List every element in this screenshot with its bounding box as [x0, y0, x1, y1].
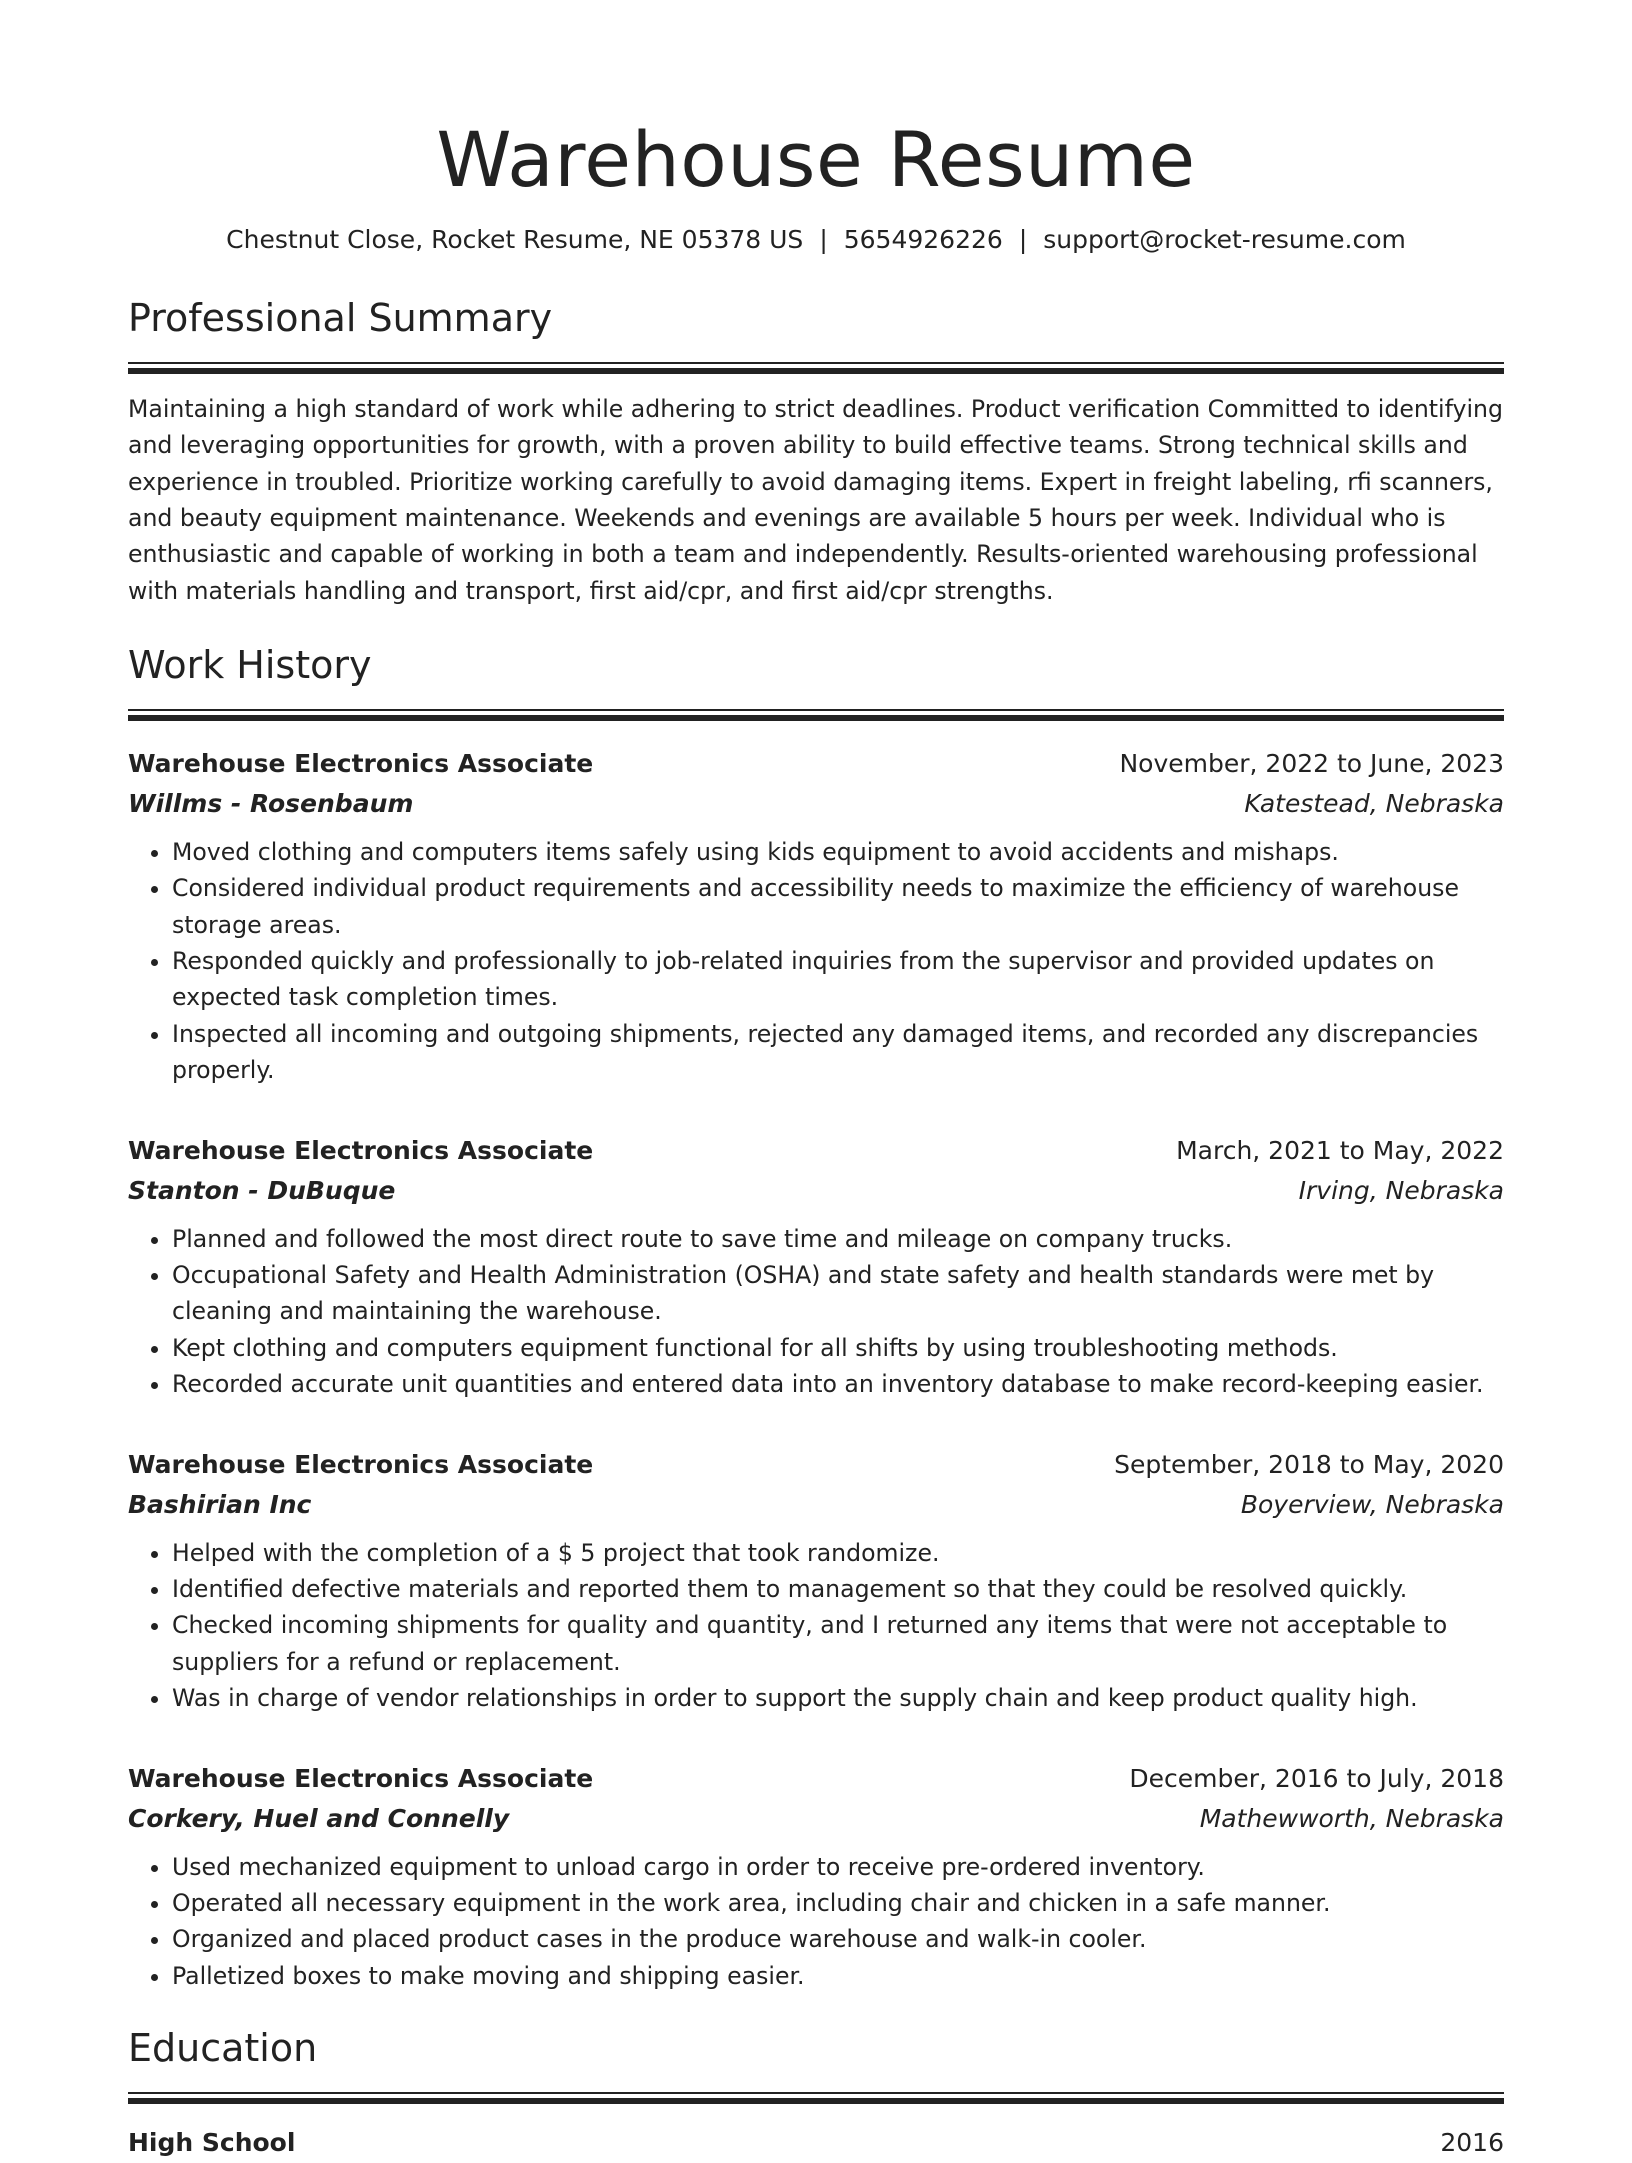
resume-page	[128, 0, 1504, 2163]
job-header-row	[128, 744, 1504, 784]
job-bullet-list	[128, 834, 1504, 1089]
job-title: Warehouse Electronics Associate	[128, 748, 594, 778]
job-company-row	[128, 1485, 1504, 1525]
section-heading-work-history: Work History	[128, 643, 372, 688]
job-bullet: • Used mechanized equipment to unload cargo in order to receive pre-ordered inventory.	[172, 1849, 1504, 1885]
job-bullet: • Organized and placed product cases in the produce warehouse and walk-in cooler.	[172, 1921, 1504, 1957]
job-bullet: • Kept clothing and computers equipment functional for all shifts by using troubleshooting methods.	[172, 1330, 1504, 1366]
job-bullet: • Recorded accurate unit quantities and entered data into an inventory database to make record-keeping easier.	[172, 1366, 1504, 1402]
job-bullet: • Moved clothing and computers items safely using kids equipment to avoid accidents and mishaps.	[172, 834, 1504, 870]
job-header-row	[128, 1131, 1504, 1171]
job-title: Warehouse Electronics Associate	[128, 1449, 594, 1479]
job-bullet: • Responded quickly and professionally to job-related inquiries from the supervisor and provided updates on expected task completion times.	[172, 943, 1504, 1016]
section-divider	[128, 709, 1504, 720]
job-bullet: • Palletized boxes to make moving and shipping easier.	[172, 1958, 1504, 1994]
job-company: Willms - Rosenbaum	[128, 788, 414, 818]
job-bullet: • Identified defective materials and reported them to management so that they could be resolved quickly.	[172, 1571, 1504, 1607]
job-entry	[128, 1445, 1504, 1717]
education-school: High School	[128, 2127, 296, 2157]
job-dates: September, 2018 to May, 2020	[1114, 1449, 1504, 1479]
job-bullet-list	[128, 1849, 1504, 1995]
job-bullet: • Occupational Safety and Health Administration (OSHA) and state safety and health standards were met by cleaning and maintaining the warehouse.	[172, 1257, 1504, 1330]
job-bullet: • Inspected all incoming and outgoing shipments, rejected any damaged items, and recorded any discrepancies properly.	[172, 1016, 1504, 1089]
job-company-row	[128, 1799, 1504, 1839]
job-bullet: • Checked incoming shipments for quality and quantity, and I returned any items that were not acceptable to suppliers for a refund or replacement.	[172, 1607, 1504, 1680]
job-bullet: • Was in charge of vendor relationships in order to support the supply chain and keep product quality high.	[172, 1680, 1504, 1716]
job-company: Stanton - DuBuque	[128, 1175, 396, 1205]
contact-email: support@rocket-resume.com	[1043, 224, 1406, 254]
contact-address: Chestnut Close, Rocket Resume, NE 05378 US	[226, 224, 804, 254]
job-entry	[128, 1131, 1504, 1403]
job-location: Irving, Nebraska	[1298, 1175, 1504, 1205]
job-bullet: • Helped with the completion of a $ 5 project that took randomize.	[172, 1535, 1504, 1571]
job-header-row	[128, 1759, 1504, 1799]
job-dates: November, 2022 to June, 2023	[1119, 748, 1504, 778]
section-heading-education: Education	[128, 2026, 318, 2071]
job-entry	[128, 1759, 1504, 1995]
section-divider	[128, 362, 1504, 373]
section-divider	[128, 2092, 1504, 2103]
job-entry	[128, 744, 1504, 1089]
job-bullet: • Planned and followed the most direct route to save time and mileage on company trucks.	[172, 1221, 1504, 1257]
education-entry	[128, 2123, 1504, 2163]
job-bullet: • Considered individual product requirements and accessibility needs to maximize the efficiency of warehouse storage areas.	[172, 870, 1504, 943]
job-title: Warehouse Electronics Associate	[128, 1135, 594, 1165]
job-header-row	[128, 1445, 1504, 1485]
summary-text: Maintaining a high standard of work while adhering to strict deadlines. Product verification Committed to identifying and leveraging opportunities for growth, with a proven ability to build effective teams. Strong technical skills and experience in troubled. Prioritize working carefully to avoid damaging items. Expert in freight labeling, rfi scanners, and beauty equipment maintenance. Weekends and evenings are available 5 hours per week. Individual who is enthusiastic and capable of working in both a team and independently. Results-oriented warehousing professional with materials handling and transport, first aid/cpr, and first aid/cpr strengths.	[128, 394, 1503, 605]
work-history-section	[128, 643, 1504, 1994]
resume-title: Warehouse Resume	[436, 115, 1196, 204]
professional-summary-section	[128, 296, 1504, 609]
contact-line	[128, 224, 1504, 257]
contact-separator: |	[1018, 224, 1028, 254]
contact-phone: 5654926226	[843, 224, 1003, 254]
job-location: Mathewworth, Nebraska	[1199, 1803, 1504, 1833]
education-section	[128, 2026, 1504, 2163]
job-company: Bashirian Inc	[128, 1489, 312, 1519]
job-location: Katestead, Nebraska	[1244, 788, 1504, 818]
job-title: Warehouse Electronics Associate	[128, 1763, 594, 1793]
job-dates: December, 2016 to July, 2018	[1129, 1763, 1504, 1793]
job-company-row	[128, 784, 1504, 824]
job-dates: March, 2021 to May, 2022	[1176, 1135, 1504, 1165]
contact-separator: |	[819, 224, 828, 254]
job-bullet-list	[128, 1535, 1504, 1717]
job-bullet-list	[128, 1221, 1504, 1403]
education-year: 2016	[1440, 2127, 1504, 2157]
job-bullet: • Operated all necessary equipment in the work area, including chair and chicken in a safe manner.	[172, 1885, 1504, 1921]
job-company: Corkery, Huel and Connelly	[128, 1803, 510, 1833]
section-heading-summary: Professional Summary	[128, 296, 553, 341]
job-location: Boyerview, Nebraska	[1240, 1489, 1504, 1519]
job-company-row	[128, 1171, 1504, 1211]
